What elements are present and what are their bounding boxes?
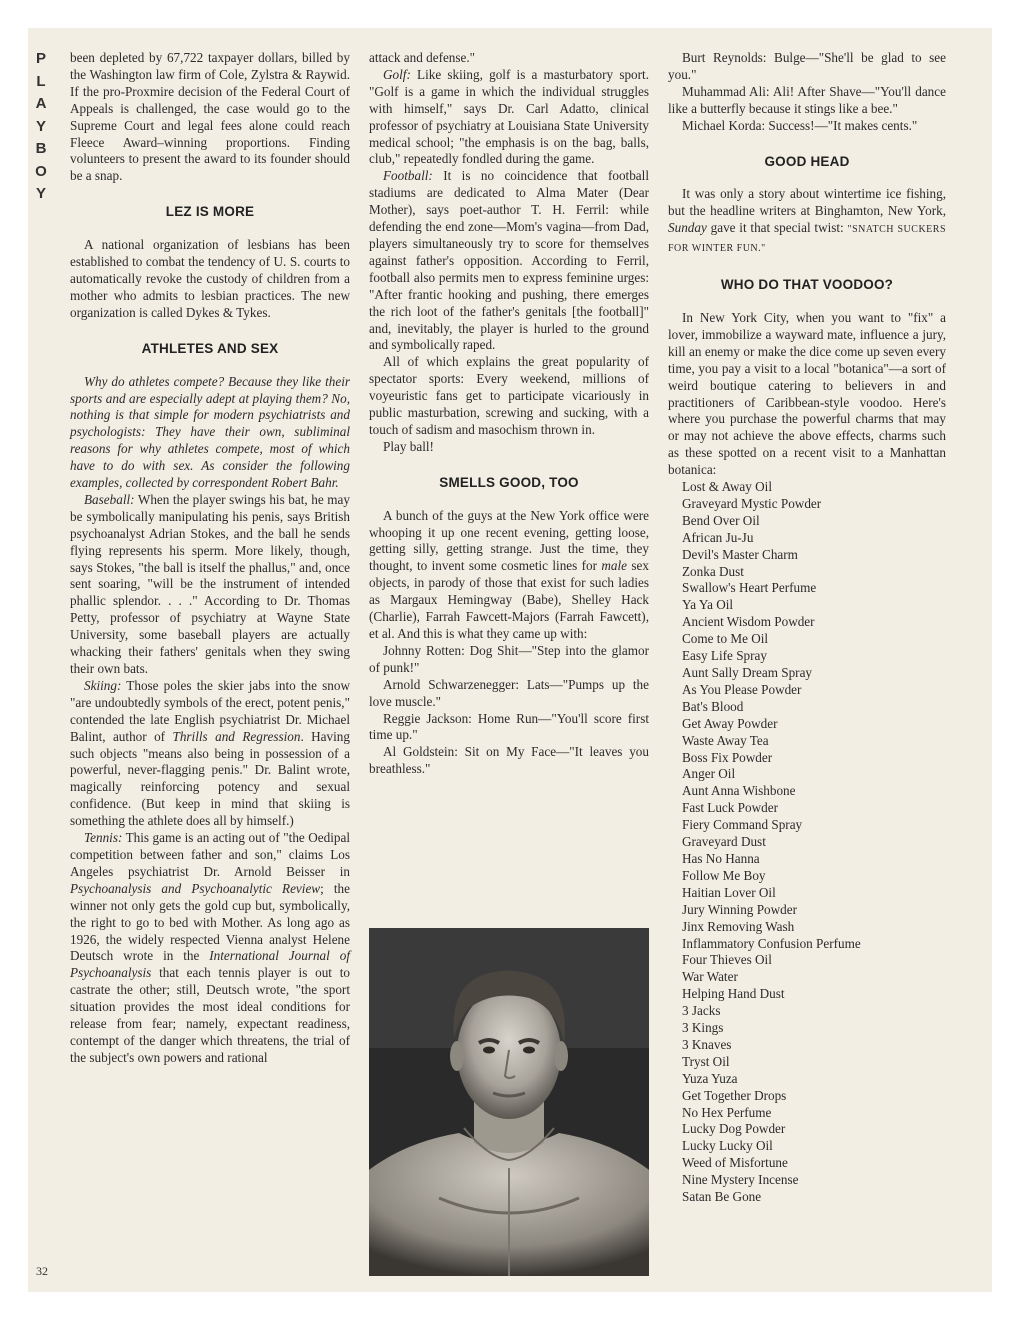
heading-lez-is-more: LEZ IS MORE xyxy=(165,204,255,220)
heading-athletes-and-sex: ATHLETES AND SEX xyxy=(141,340,279,356)
charm-list-item: Lost & Away Oil xyxy=(682,479,772,495)
charm-list-item: Bat's Blood xyxy=(682,698,744,714)
charm-list-item: Follow Me Boy xyxy=(682,867,766,883)
masthead-letter: A xyxy=(35,95,47,112)
charm-list-item: Get Away Powder xyxy=(682,715,778,731)
good-head-sunday: Sunday xyxy=(668,220,707,236)
athletes-intro: Why do athletes compete? Because they like their sports and are especially adept at playing them? No, nothing is that simple for modern psychiatrists and psychologists: They have their own, subliminal reasons for why athletes compete, most of which have to do with sex. As consider the following examples, collected by correspondent Robert Bahr. xyxy=(70,373,350,491)
tennis-text-a: This game is an acting out of "the Oedipal competition between father and son," claims Los Angeles psychiatrist Dr. Arnold Beisser in xyxy=(70,830,350,879)
charm-list-item: Aunt Sally Dream Spray xyxy=(682,665,813,680)
good-head-headline: "SNATCH SUCKERS FOR WINTER FUN." xyxy=(668,224,947,255)
masthead-letter: Y xyxy=(35,117,46,135)
football-text: It is no coincidence that football stadiums are dedicated to Alma Mater (Dear Mother), says poet-author T. H. Ferril: while defending the end zone—Mom's vagina—from Dad, players simultaneously try to score for themselves against father's opposition. According to Ferril, football also permits men to express feminine urges: "After frantic hooking and pushing, there emerges the rich loot of the father's genitals [the football]" and, inevitably, the player is hurled to the ground and symbolically raped. xyxy=(369,168,649,353)
cosmetic-item: Burt Reynolds: Bulge—"She'll be glad to see you." xyxy=(668,50,946,82)
summary-paragraph: All of which explains the great popularity of spectator sports: Every weekend, millions of voyeuristic fans get to participate vicariously in public masturbation, screwing and sucking, with a touch of sadism and masochism thrown in. xyxy=(369,354,649,437)
tennis-journal-1: Psychoanalysis and Psychoanalytic Review xyxy=(70,880,321,896)
charm-list-item: Graveyard Mystic Powder xyxy=(682,495,822,511)
lez-body: A national organization of lesbians has been established to combat the tendency of U. S. courts to automatically revoke the custody of children from a mother who admits to lesbian practices. The new organization is called Dykes & Tykes. xyxy=(70,237,350,320)
heading-smells-good-too: SMELLS GOOD, TOO xyxy=(439,474,579,490)
charm-list-item: Bend Over Oil xyxy=(682,512,760,528)
good-head-text-b: gave it that special twist: xyxy=(706,220,848,236)
charm-list-item: Satan Be Gone xyxy=(682,1189,762,1205)
charm-list-item: Jury Winning Powder xyxy=(682,901,797,917)
tennis-paragraph xyxy=(70,830,350,1067)
column-1 xyxy=(70,50,350,1067)
charm-list-item: War Water xyxy=(682,969,738,985)
charm-list-item: Jinx Removing Wash xyxy=(682,918,795,934)
charm-list-item: Boss Fix Powder xyxy=(682,749,773,765)
masthead-letter: Y xyxy=(35,185,46,202)
golf-label: Golf: xyxy=(383,66,411,82)
charm-list-item: Aunt Anna Wishbone xyxy=(682,783,796,799)
column-2 xyxy=(369,50,649,778)
tennis-journal-2: International Journal of Psychoanalysis xyxy=(70,948,350,981)
skiing-book-title: Thrills and Regression xyxy=(172,728,301,744)
skiing-text-a: Those poles the skier jabs into the snow "are undoubtedly symbols of the erect, potent penis," contended the late English psychiatrist Dr. Michael Balint, author of xyxy=(70,677,350,744)
skiing-paragraph xyxy=(70,678,350,830)
baseball-label: Baseball: xyxy=(84,491,135,507)
charm-list-item: Weed of Misfortune xyxy=(682,1155,788,1171)
skiing-text-b: . Having such objects "means also being in possession of a powerful, never-flagging penis." Dr. Balint wrote, magically reinforcing potency and sexual confidence. (But keep in mind that skiing is something the athlete does all by himself.) xyxy=(70,728,350,829)
cosmetic-item: Muhammad Ali: Ali! After Shave—"You'll dance like a butterfly because it stings like a bee." xyxy=(668,83,946,116)
charm-list-item: As You Please Powder xyxy=(682,681,802,697)
charm-list-item: Swallow's Heart Perfume xyxy=(682,580,817,596)
cosmetic-item: Reggie Jackson: Home Run—"You'll score first time up." xyxy=(369,710,649,743)
charm-list-item: Devil's Master Charm xyxy=(682,546,798,562)
charm-list-item: Lucky Lucky Oil xyxy=(682,1138,773,1154)
baseball-text: When the player swings his bat, he may be symbolically manipulating his penis, says British psychoanalyst Adrian Stokes, and the ball he sends flying represents his sperm. More likely, though, says Stokes, "the ball is itself the phallus," and, once sent soaring, "will be the instrument of intended phallic splendor. . . ." According to Dr. Thomas Petty, professor of psychiatry at Wayne State University, some baseball players are actually whacking their fathers' genitals when they swing their own bats. xyxy=(70,491,350,676)
voodoo-body: In New York City, when you want to "fix" a lover, immobilize a wayward mate, influence a jury, kill an enemy or make the dice come up seven every time, you pay a visit to a local "botanica"—a sort of weird boutique catering to believers in and practitioners of Caribbean-style voodoo. Here's where you purchase the powerful charms that may or may not achieve the above effects, charms such as these spotted on a recent visit to a Manhattan botanica: xyxy=(668,309,946,478)
golf-paragraph xyxy=(369,67,649,168)
charm-list-item: Inflammatory Confusion Perfume xyxy=(682,935,861,951)
charm-list-item: Yuza Yuza xyxy=(682,1070,738,1086)
charm-list-item: Zonka Dust xyxy=(682,563,744,579)
tennis-text-b: ; the winner not only gets the gold cup but, symbolically, the right to go to bed with Mother. As long ago as 1926, the widely respected Vienna analyst Helene Deutsch wrote in the xyxy=(70,880,350,964)
heading-good-head: GOOD HEAD xyxy=(764,153,850,169)
charm-list-item: Get Together Drops xyxy=(682,1087,787,1103)
smells-text-a: A bunch of the guys at the New York office were whooping it up one recent evening, getting loose, getting silly, getting strange. Just the time, they thought, to invent some cosmetic lines for xyxy=(369,507,649,574)
charm-list-item: Fast Luck Powder xyxy=(682,800,778,816)
charm-list-item: Four Thieves Oil xyxy=(682,952,772,968)
masthead-letter: B xyxy=(35,140,47,157)
charm-list-item: Anger Oil xyxy=(682,766,736,782)
play-ball: Play ball! xyxy=(383,438,434,454)
voodoo-charm-list xyxy=(682,479,946,1206)
charm-list-item: Tryst Oil xyxy=(682,1053,730,1069)
football-label: Football: xyxy=(383,168,433,184)
tennis-label: Tennis: xyxy=(84,830,123,846)
smells-body xyxy=(369,508,649,643)
charm-list-item: Come to Me Oil xyxy=(682,631,769,647)
good-head-text-a: It was only a story about wintertime ice fishing, but the headline writers at Binghamton, New York, xyxy=(668,186,946,219)
smells-male: male xyxy=(601,558,628,574)
cosmetic-item: Arnold Schwarzenegger: Lats—"Pumps up the love muscle." xyxy=(369,676,649,709)
smells-text-b: sex objects, in parody of those that exist for such ladies as Margaux Hemingway (Babe), Shelley Hack (Charlie), Farrah Fawcett-Majors (Farrah Fawcett), et al. And this is what they came up with: xyxy=(369,558,649,641)
baseball-paragraph xyxy=(70,492,350,678)
page-number: 32 xyxy=(36,1264,48,1278)
portrait-photo xyxy=(369,928,649,1276)
good-head-body xyxy=(668,186,946,258)
column-3 xyxy=(668,50,946,1206)
charm-list-item: No Hex Perfume xyxy=(682,1104,772,1120)
charm-list-item: 3 Jacks xyxy=(682,1003,721,1019)
charm-list-item: 3 Kings xyxy=(682,1020,724,1036)
lead-paragraph: been depleted by 67,722 taxpayer dollars, billed by the Washington law firm of Cole, Zylstra & Raywid. If the pro-Proxmire decision of the Federal Court of Appeals is challenged, the case would go to the Supreme Court and legal fees alone could reach Fleece Award–winning proportions. Finding volunteers to present the award to its founder should be a snap. xyxy=(70,50,350,184)
charm-list-item: Has No Hanna xyxy=(682,850,760,866)
masthead-letter: P xyxy=(35,50,46,67)
masthead-letter: L xyxy=(36,72,46,90)
charm-list-item: Lucky Dog Powder xyxy=(682,1121,786,1137)
masthead-letter: O xyxy=(35,162,47,180)
portrait-illustration xyxy=(369,928,649,1276)
charm-list-item: Helping Hand Dust xyxy=(682,986,785,1002)
playboy-masthead-vertical xyxy=(30,48,52,206)
charm-list-item: Easy Life Spray xyxy=(682,648,767,664)
charm-list-item: Waste Away Tea xyxy=(682,732,769,748)
charm-list-item: Fiery Command Spray xyxy=(682,817,803,833)
cosmetic-item: Michael Korda: Success!—"It makes cents." xyxy=(682,117,918,133)
charm-list-item: Graveyard Dust xyxy=(682,834,766,850)
cosmetic-item: Johnny Rotten: Dog Shit—"Step into the glamor of punk!" xyxy=(369,642,649,675)
charm-list-item: Ya Ya Oil xyxy=(682,597,734,613)
golf-text: Like skiing, golf is a masturbatory sport. "Golf is a game in which the individual struggles with himself," says Dr. Carl Adatto, clinical professor of psychiatry at Louisiana State University medical school; "the emphasis is on the bag, balls, club," repeatedly fondled during the game. xyxy=(369,66,649,167)
tennis-continued: attack and defense." xyxy=(369,50,476,65)
heading-who-do-that-voodoo: WHO DO THAT VOODOO? xyxy=(720,277,894,293)
charm-list-item: African Ju-Ju xyxy=(682,529,754,545)
charm-list-item: Ancient Wisdom Powder xyxy=(682,614,815,630)
football-paragraph xyxy=(369,168,649,354)
skiing-label: Skiing: xyxy=(84,677,122,693)
charm-list-item: Haitian Lover Oil xyxy=(682,884,776,900)
cosmetic-item: Al Goldstein: Sit on My Face—"It leaves you breathless." xyxy=(369,744,649,777)
tennis-text-c: that each tennis player is out to castrate the other; still, Deutsch wrote, "the sport situation provides the most ideal conditions for release from fear; namely, expectant readiness, contempt of the danger which threatens, the trial of the subject's own powers and rational xyxy=(70,965,350,1065)
charm-list-item: 3 Knaves xyxy=(682,1036,732,1052)
charm-list-item: Nine Mystery Incense xyxy=(682,1172,799,1188)
